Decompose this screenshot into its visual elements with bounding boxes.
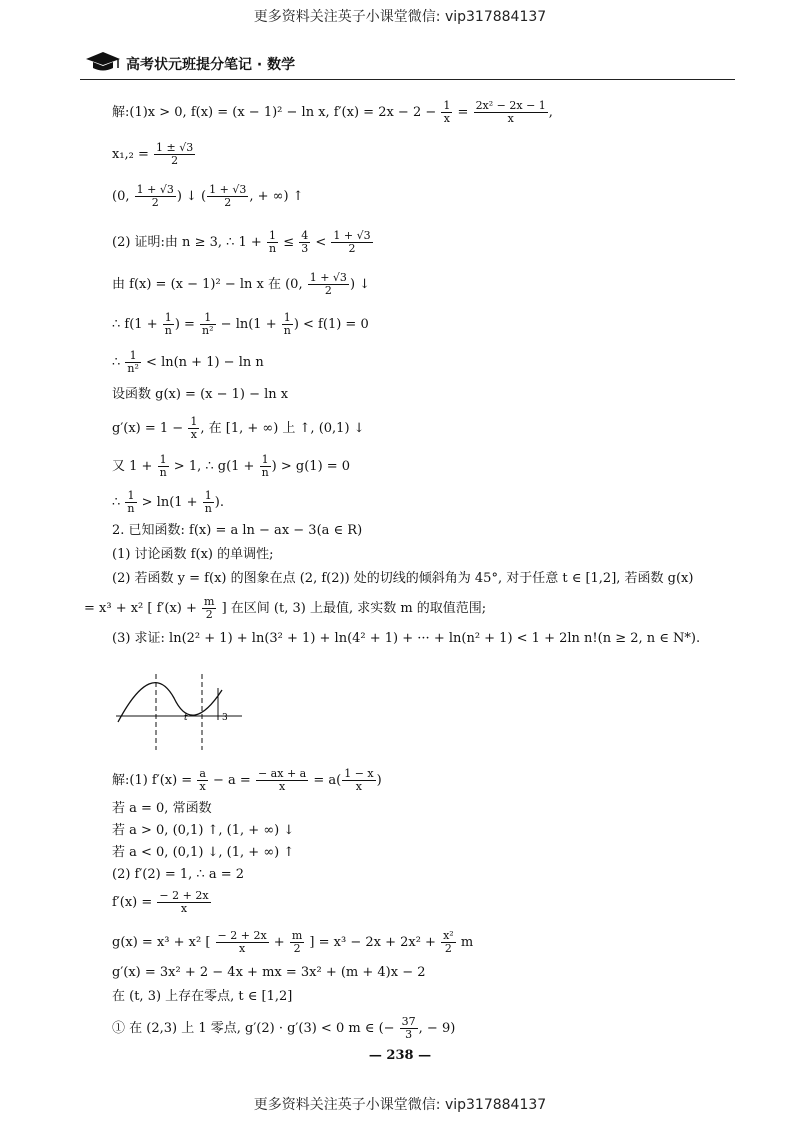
solution-line-4: (2) 证明:由 n ≥ 3, ∴ 1 + $\frac{1}{n}$ ≤ $\frac{4}{3}$ < $\frac{1 + √3}{2}$ <box>112 229 371 255</box>
solution-2-line-9: 在 (t, 3) 上存在零点, t ∈ [1,2] <box>112 989 293 1004</box>
header-rule <box>80 79 735 80</box>
solution-2-line-2: 若 a = 0, 常函数 <box>112 801 212 816</box>
solution-2-line-8: g′(x) = 3x² + 2 − 4x + mx = 3x² + (m + 4)x − 2 <box>112 965 426 980</box>
solution-2-line-3: 若 a > 0, (0,1) ↑, (1, + ∞) ↓ <box>112 823 295 838</box>
solution-2-line-10: ① 在 (2,3) 上 1 零点, g′(2) · g′(3) < 0 m ∈ (− $\frac{37}{3}$ , − 9) <box>112 1015 456 1041</box>
solution-2-line-1: 解:(1) f′(x) = $\frac{a}{x}$ − a = $\frac{- ax + a}{x}$ = a( $\frac{1 - x}{x}$ ) <box>112 767 382 793</box>
solution-2-line-7: g(x) = x³ + x² [ $\frac{- 2 + 2x}{x}$ + $\frac{m}{2}$ ] = x³ − 2x + 2x² + $\frac{\text{x²}}{2}$ m <box>112 929 474 955</box>
graph-label-3: 3 <box>222 713 228 723</box>
solution-2-line-6: f′(x) = $\frac{- 2 + 2x}{x}$ <box>112 889 209 915</box>
page-number: — 238 — <box>368 1048 432 1063</box>
problem-2-statement: 2. 已知函数: f(x) = a ln − ax − 3(a ∈ R) <box>112 523 363 538</box>
solution-line-5: 由 f(x) = (x − 1)² − ln x 在 (0, $\frac{1 + √3}{2}$ ) ↓ <box>112 271 371 297</box>
solution-line-6: ∴ f(1 + $\frac{1}{n}$ ) = $\frac{1}{\text{n²}}$ − ln(1 + $\frac{1}{n}$ ) < f(1) = 0 <box>112 311 369 337</box>
sketch-graph <box>112 668 246 758</box>
solution-line-8: 设函数 g(x) = (x − 1) − ln x <box>112 387 289 402</box>
solution-line-3: (0, $\frac{1 + √3}{2}$ ) ↓ ( $\frac{1 + √3}{2}$ , + ∞) ↑ <box>112 183 304 209</box>
solution-line-10: 又 1 + $\frac{1}{n}$ > 1, ∴ g(1 + $\frac{1}{n}$ ) > g(1) = 0 <box>112 453 351 479</box>
solution-line-9: g′(x) = 1 − $\frac{1}{x}$ , 在 [1, + ∞) 上 ↑, (0,1) ↓ <box>112 415 365 441</box>
solution-line-11: ∴ $\frac{1}{n}$ > ln(1 + $\frac{1}{n}$ ). <box>112 489 224 515</box>
problem-2-part-2-cont: = x³ + x² [ f′(x) + $\frac{m}{2}$ ] 在区间 (t, 3) 上最值, 求实数 m 的取值范围; <box>84 595 487 621</box>
problem-2-part-1: (1) 讨论函数 f(x) 的单调性; <box>112 547 274 562</box>
header-title: 高考状元班提分笔记 · 数学 <box>126 57 296 73</box>
graduation-cap-icon <box>85 50 121 72</box>
problem-2-part-3: (3) 求证: ln(2² + 1) + ln(3² + 1) + ln(4² + 1) + ··· + ln(n² + 1) < 1 + 2ln n!(n ≥ 2, n ∈ N*). <box>112 631 701 646</box>
solution-line-7: ∴ $\frac{1}{\text{n²}}$ < ln(n + 1) − ln n <box>112 349 264 375</box>
page-header <box>80 48 735 80</box>
problem-2-part-2: (2) 若函数 y = f(x) 的图象在点 (2, f(2)) 处的切线的倾斜角为 45°, 对于任意 t ∈ [1,2], 若函数 g(x) <box>112 571 694 586</box>
watermark-bottom: 更多资料关注英子小课堂微信: vip317884137 <box>253 1097 547 1113</box>
solution-line-2: x₁,₂ = $\frac{1 \pm √3}{2}$ <box>112 141 194 167</box>
solution-2-line-4: 若 a < 0, (0,1) ↓, (1, + ∞) ↑ <box>112 845 295 860</box>
graph-label-t: t <box>184 713 188 723</box>
solution-line-1: 解:(1)x > 0, f(x) = (x − 1)² − ln x, f′(x) = 2x − 2 − $\frac{1}{x}$ = $\frac{\text{2x² − 2x − 1}}{x}$ , <box>112 99 553 125</box>
solution-2-line-5: (2) f′(2) = 1, ∴ a = 2 <box>112 867 244 882</box>
watermark-top: 更多资料关注英子小课堂微信: vip317884137 <box>253 9 547 25</box>
